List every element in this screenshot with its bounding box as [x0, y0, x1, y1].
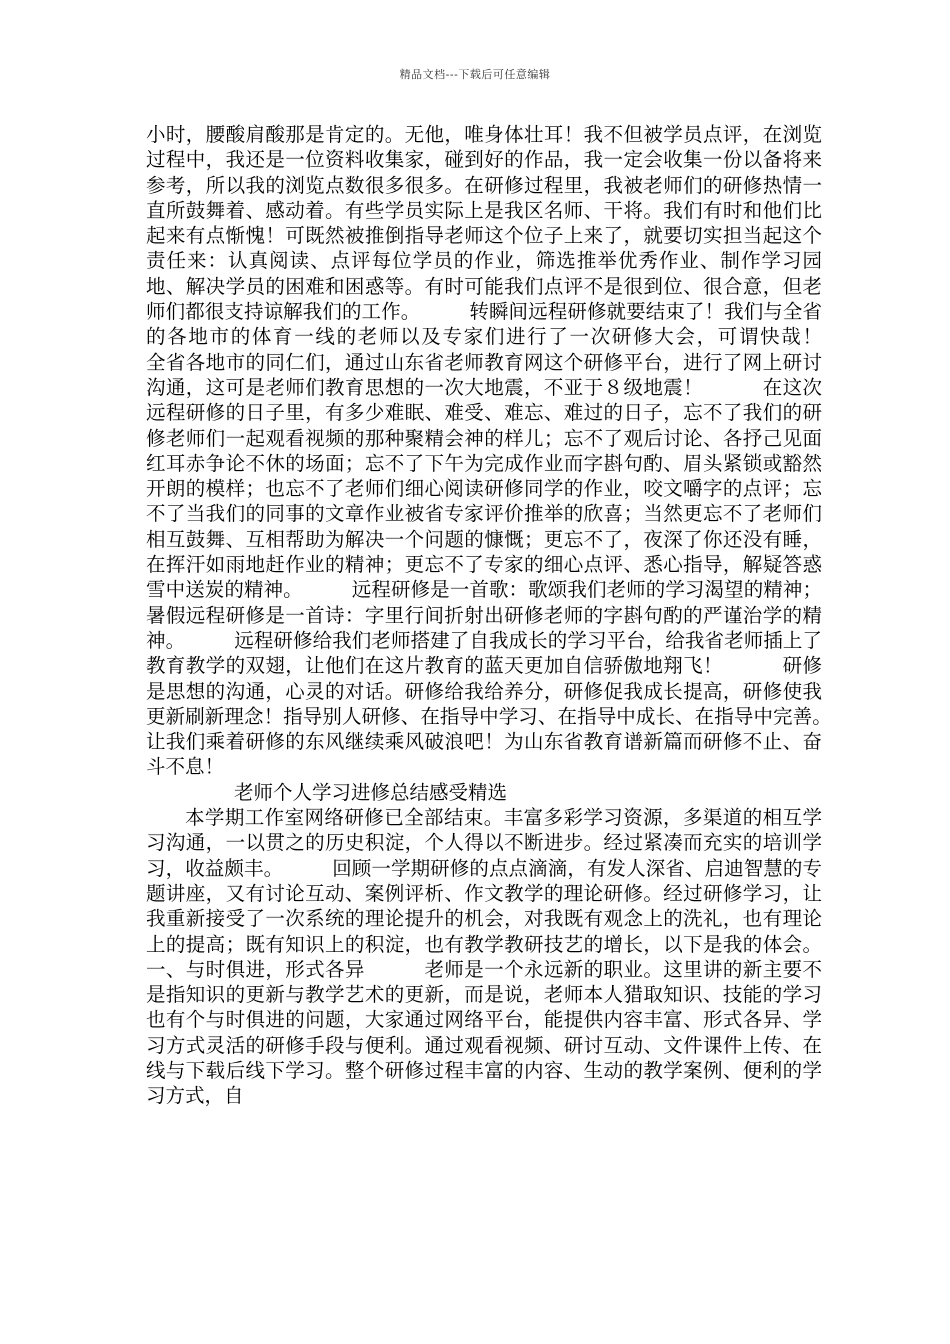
document-body [146, 122, 881, 1109]
body-paragraph-new-section: 本学期工作室网络研修已全部结束。丰富多彩学习资源，多渠道的相互学习沟通，一以贯之的历史积淀，个人得以不断进步。经过紧凑而充实的培训学习，收益颇丰。 回顾一学期研修的点点滴滴，有发人深省、启迪智慧的专题讲座，又有讨论互动、案例评析、作文教学的理论研修。经过研修学习，让我重新接受了一次系统的理论提升的机会，对我既有观念上的洗礼，也有理论上的提高；既有知识上的积淀，也有教学教研技艺的增长，以下是我的体会。一、与时俱进，形式各异 老师是一个永远新的职业。这里讲的新主要不是指知识的更新与教学艺术的更新，而是说，老师本人猎取知识、技能的学习也有个与时俱进的问题，大家通过网络平台，能提供内容丰富、形式各异、学习方式灵活的研修手段与便利。通过观看视频、研讨互动、文件课件上传、在线与下载后线下学习。整个研修过程丰富的内容、生动的教学案例、便利的学习方式，自 [146, 806, 822, 1108]
running-header: 精品文档---下载后可任意编辑 [399, 68, 551, 81]
section-heading: 老师个人学习进修总结感受精选 [234, 780, 508, 804]
body-paragraph-continuation: 小时，腰酸肩酸那是肯定的。无他，唯身体壮耳！我不但被学员点评，在浏览过程中，我还是一位资料收集家，碰到好的作品，我一定会收集一份以备将来参考，所以我的浏览点数很多很多。在研修过程里，我被老师们的研修热情一直所鼓舞着、感动着。有些学员实际上是我区名师、干将。我们有时和他们比起来有点惭愧！可既然被推倒指导老师这个位子上来了，就要切实担当起这个责任来：认真阅读、点评每位学员的作业，筛选推举优秀作业、制作学习园地、解决学员的困难和困惑等。有时可能我们点评不是很到位、很合意，但老师们都很支持谅解我们的工作。 转瞬间远程研修就要结束了！我们与全省的各地市的体育一线的老师以及专家们进行了一次研修大会，可谓快哉！ 全省各地市的同仁们，通过山东省老师教育网这个研修平台，进行了网上研讨沟通，这可是老师们教育思想的一次大地震，不亚于８级地震！ 在这次远程研修的日子里，有多少难眠、难受、难忘、难过的日子，忘不了我们的研修老师们一起观看视频的那种聚精会神的样儿；忘不了观后讨论、各抒己见面红耳赤争论不休的场面；忘不了下午为完成作业而字斟句酌、眉头紧锁或豁然开朗的模样；也忘不了老师们细心阅读研修同学的作业，咬文嚼字的点评；忘不了当我们的同事的文章作业被省专家评价推举的欣喜；当然更忘不了老师们相互鼓舞、互相帮助为解决一个问题的慷慨；更忘不了，夜深了你还没有睡，在挥汗如雨地赶作业的精神；更忘不了专家的细心点评、悉心指导，解疑答惑雪中送炭的精神。 远程研修是一首歌：歌颂我们老师的学习渴望的精神；暑假远程研修是一首诗：字里行间折射出研修老师的字斟句酌的严谨治学的精神。 远程研修给我们老师搭建了自我成长的学习平台，给我省老师插上了教育教学的双翅，让他们在这片教育的蓝天更加自信骄傲地翔飞！ 研修是思想的沟通，心灵的对话。研修给我给养分，研修促我成长提高，研修使我更新刷新理念！指导别人研修、在指导中学习、在指导中成长、在指导中完善。 让我们乘着研修的东风继续乘风破浪吧！为山东省教育谱新篇而研修不止、奋斗不息！ [146, 123, 881, 779]
